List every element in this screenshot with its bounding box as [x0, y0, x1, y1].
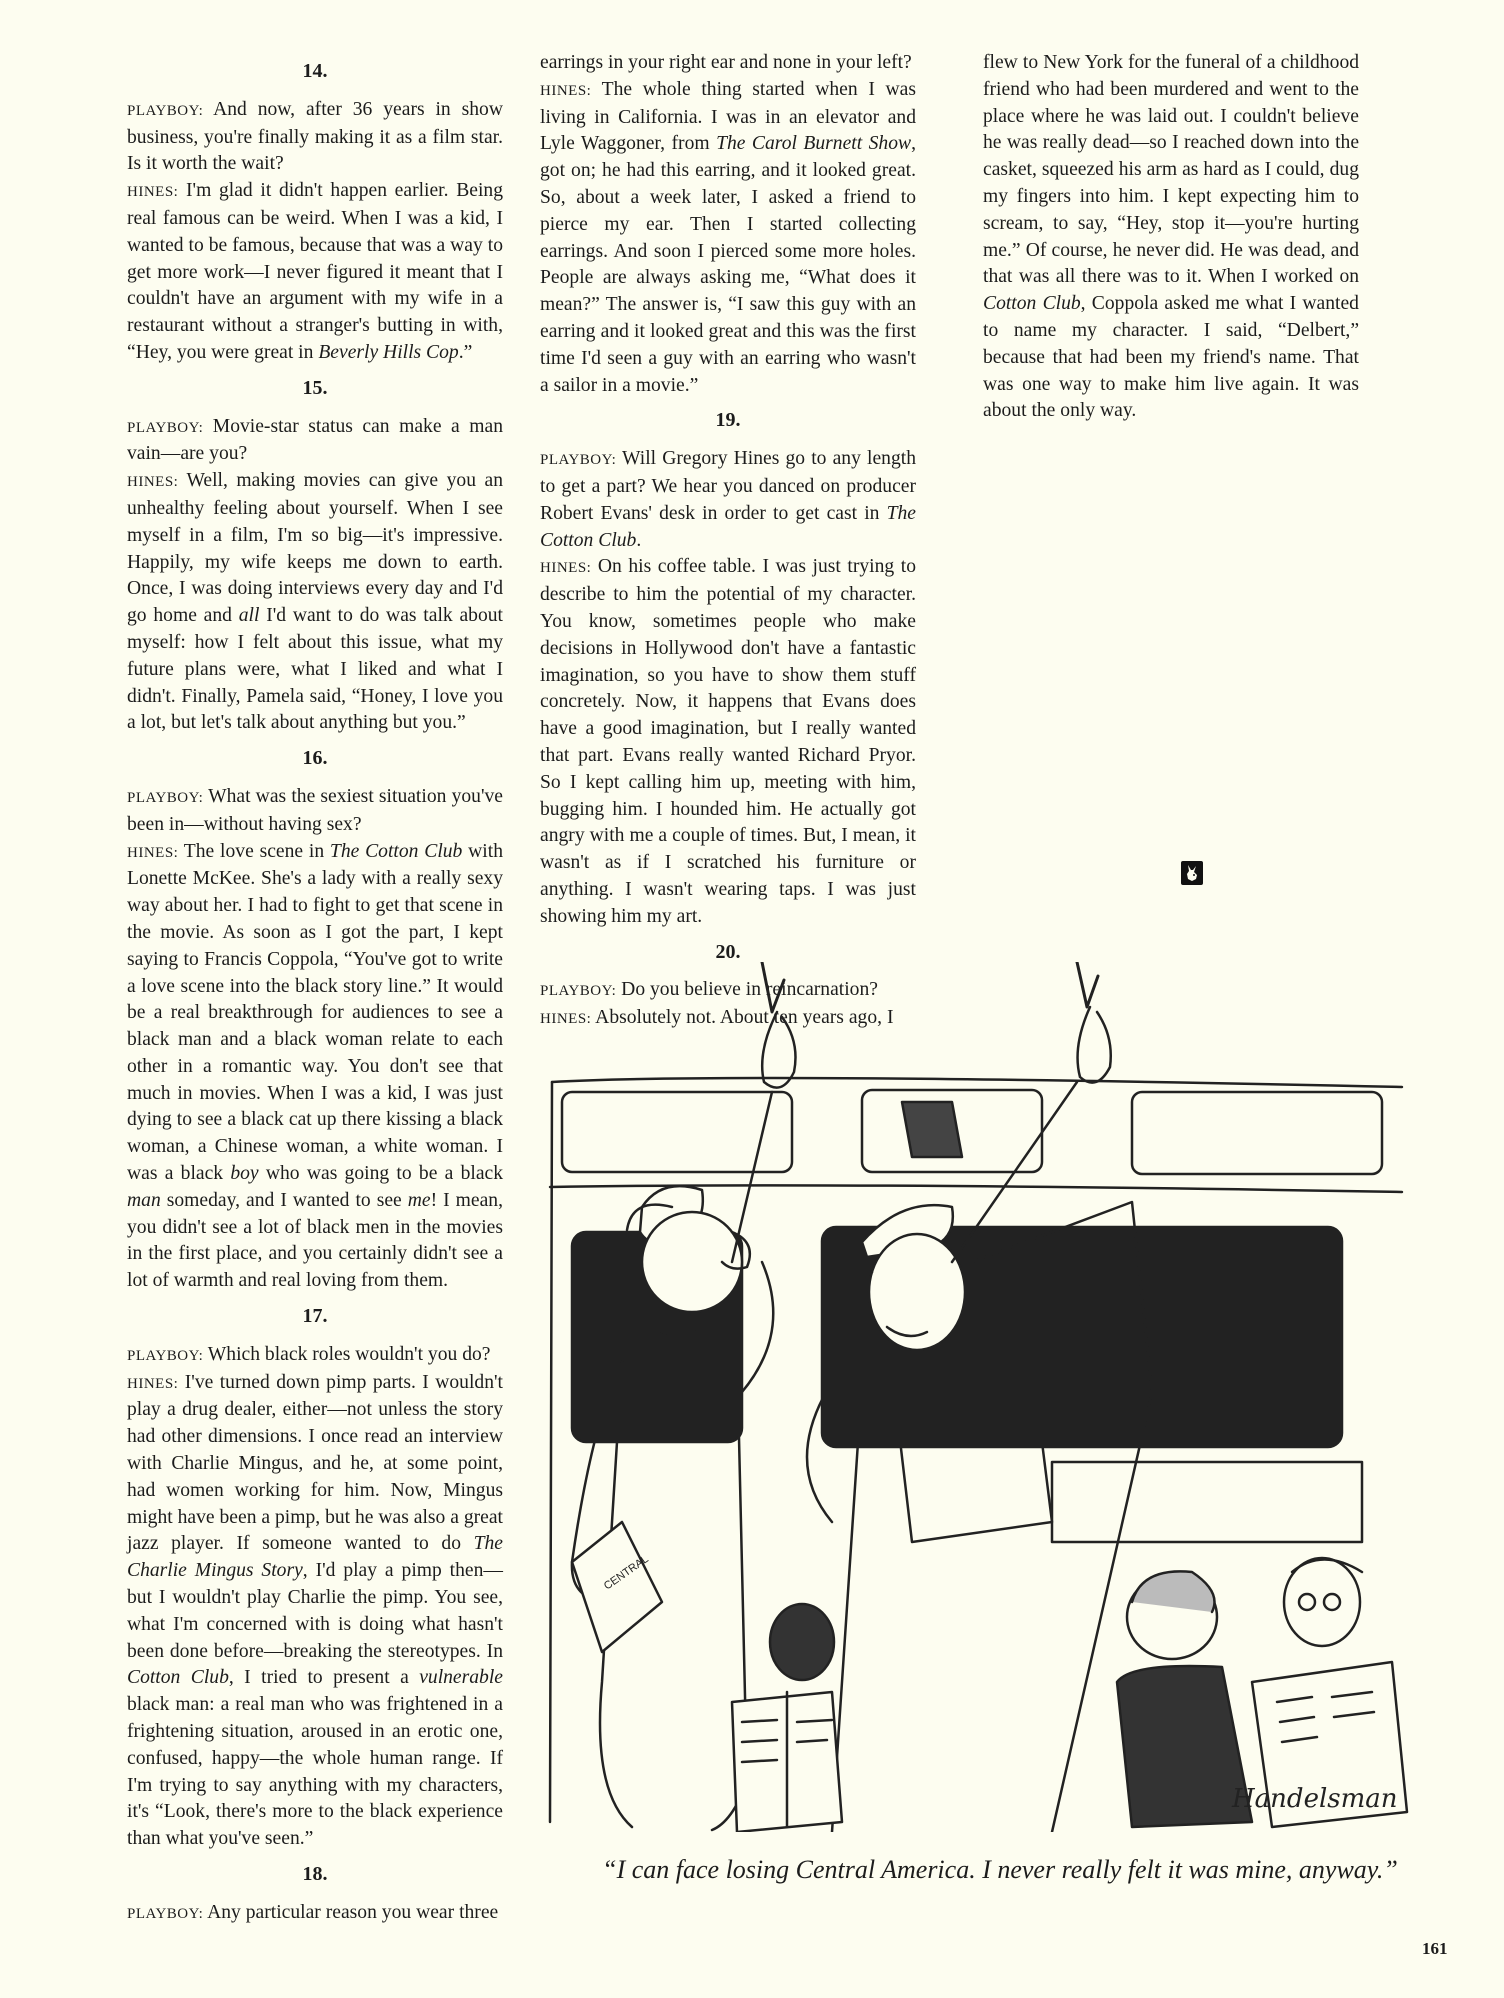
body-text: and — [1330, 239, 1360, 261]
body-text: I'm glad it didn't happen earlier. Being real famous can be weird. When I was a kid, I wanted to be famous, because that was a way to get more work—I never figured it meant that I couldn't have an argument with my wife in a restaurant without a stranger's butting in with, “Hey, you were great in — [127, 180, 503, 363]
question-paragraph — [127, 414, 503, 469]
body-text — [1205, 213, 1215, 234]
body-text: . — [636, 529, 642, 551]
body-text: been — [1110, 78, 1148, 100]
body-text: as — [1243, 159, 1260, 181]
body-text: , — [1080, 293, 1086, 315]
body-text — [1141, 106, 1148, 127]
body-text — [1092, 374, 1101, 395]
body-text: all — [1055, 266, 1076, 288]
question-paragraph — [540, 446, 916, 554]
speaker-label: PLAYBOY: — [127, 419, 204, 436]
body-text: I — [1172, 132, 1179, 154]
body-text: on — [1339, 266, 1360, 288]
speaker-label: HINES: — [127, 844, 179, 861]
speaker-label: PLAYBOY: — [540, 983, 617, 1000]
body-text — [1154, 186, 1163, 207]
body-text: one — [1022, 373, 1051, 395]
speaker-label: HINES: — [540, 1011, 592, 1028]
body-text: could, — [1276, 159, 1325, 181]
body-text: Movie-star status can make a man vain—are you? — [127, 415, 503, 465]
body-text: out. — [1183, 105, 1214, 127]
body-text: not. — [686, 1007, 717, 1029]
body-text: was — [1248, 239, 1279, 261]
body-text: friend's — [1202, 346, 1261, 368]
body-text: place — [983, 105, 1025, 127]
body-text: to — [1022, 52, 1039, 73]
body-text: and — [739, 52, 769, 73]
body-text: who was going to be a black — [258, 1163, 504, 1185]
body-text: the — [1031, 400, 1056, 422]
italic-text: The Cotton Club — [329, 840, 463, 862]
body-text: friend — [983, 78, 1030, 100]
body-text: again. — [1252, 373, 1300, 395]
body-text: him — [1304, 185, 1336, 207]
body-text: a — [1266, 52, 1276, 73]
speaker-label: HINES: — [127, 184, 179, 201]
body-text: the — [1335, 78, 1359, 100]
body-text: right — [669, 52, 707, 73]
body-text — [1293, 213, 1303, 234]
body-text: I — [1261, 266, 1268, 288]
body-text: about — [983, 400, 1027, 422]
body-text: name — [1013, 319, 1057, 341]
body-text: dead—so — [1092, 132, 1167, 154]
body-text — [1335, 186, 1344, 207]
body-text: New — [1043, 52, 1081, 73]
body-text: Any — [207, 1901, 241, 1923]
answer-paragraph — [127, 1370, 503, 1853]
body-text — [1115, 374, 1124, 395]
body-text: funeral — [1184, 52, 1241, 73]
body-text: his — [1118, 159, 1142, 181]
body-text: was — [1110, 105, 1142, 127]
body-text: live — [1214, 373, 1244, 395]
body-text: he — [1112, 239, 1132, 261]
question-number: 19. — [715, 409, 741, 432]
answer-paragraph — [127, 468, 503, 737]
body-text: because — [983, 346, 1046, 368]
question-number: 15. — [302, 376, 328, 399]
body-text: only — [1060, 400, 1096, 422]
body-text: The whole thing started when I was living in California. I was in an elevator and Lyle Waggoner, from — [540, 78, 916, 155]
body-text — [1050, 374, 1059, 395]
body-text: my — [1071, 319, 1097, 341]
body-text: couldn't — [1233, 105, 1296, 127]
body-text: reason — [325, 1901, 377, 1923]
body-text: Do you believe in reincarnation? — [616, 979, 878, 1001]
body-text: stop — [1171, 212, 1205, 234]
body-text — [1162, 213, 1172, 234]
body-text — [1068, 213, 1078, 234]
speaker-label: HINES: — [540, 560, 592, 577]
body-text — [1177, 106, 1184, 127]
body-text: way. — [1100, 400, 1137, 422]
body-text: “Hey, — [1117, 212, 1163, 234]
body-text: casket, — [983, 159, 1037, 181]
body-text: , got on; he had this earring, and it looked great. So, about a week later, I asked a friend to pierce my ear. Then I started collecting earrings. And soon I pierced some more holes. People are always asking me, “What does it mean?” The answer is, “I saw this guy with an earring and it looked great and this was the first time I'd seen a guy with an earring who wasn't a sailor in a movie.” — [540, 133, 916, 396]
cartoonist-signature: Handelsman — [1232, 1784, 1398, 1814]
body-text: said, — [1225, 319, 1263, 341]
body-text — [1008, 186, 1017, 207]
body-text — [998, 320, 1014, 341]
body-text: into — [1079, 185, 1111, 207]
body-text: he — [1085, 105, 1104, 127]
body-text: I — [1220, 105, 1227, 127]
body-text: “Delbert,” — [1277, 319, 1360, 341]
body-text: was — [1018, 266, 1050, 288]
question-paragraph — [540, 50, 916, 77]
body-text: hard — [1203, 159, 1239, 181]
body-text: was — [1328, 373, 1359, 395]
body-text: me.” — [983, 239, 1021, 261]
body-text — [1108, 213, 1118, 234]
speaker-label: PLAYBOY: — [127, 789, 204, 806]
body-text: I've turned down pimp parts. I wouldn't play a drug dealer, either—not unless the story had other dimensions. I once read an interview with Charlie Mingus, and he, at some point, had women working for him. Now, Mingus might have been a pimp, but he was also a great jazz player. If someone wanted to do — [127, 1371, 503, 1555]
body-text: your — [628, 52, 665, 73]
body-text: as — [1182, 159, 1199, 181]
answer-paragraph — [127, 839, 503, 1296]
body-text: ear — [710, 52, 735, 73]
body-text: with Lonette McKee. She's a lady with a really sexy way about her. I had to fight to get that scene in the movie. As soon as I got the part, I kept saying to Francis Coppola, “You've got to write a love scene into the black story line.” It would be a real breakthrough for audiences to see a black man and a black woman relate to each other in a romantic way. You don't see that much in movies. When I was a kid, I was just dying to see a black cat up there kissing a black woman, a Chinese woman, a white woman. I was a black — [127, 840, 503, 1185]
speaker-label: HINES: — [127, 1375, 179, 1392]
body-text: That — [1323, 346, 1359, 368]
body-text: Absolutely — [595, 1007, 682, 1029]
body-text: me — [1215, 293, 1240, 315]
speaker-label: PLAYBOY: — [127, 1905, 204, 1922]
italic-text: Club — [1042, 293, 1081, 315]
body-text: dug — [1329, 159, 1359, 181]
body-text: that — [983, 266, 1013, 288]
body-text: way — [1058, 373, 1092, 395]
body-text: went — [1269, 78, 1308, 100]
body-text — [1071, 186, 1080, 207]
body-text: About — [719, 1007, 769, 1029]
body-text: Coppola — [1091, 293, 1159, 315]
question-paragraph — [127, 1900, 503, 1928]
body-text: black man: a real man who was frightened in a frightening situation, aroused in an erotic one, confused, happy—the whole human range. If I'm trying to say anything with my characters, it's “Look, there's more to the black experience than what you've seen.” — [127, 1694, 503, 1850]
body-text: down — [1250, 132, 1294, 154]
body-text: The love scene in — [178, 840, 330, 862]
body-text — [1118, 347, 1126, 368]
speaker-label: PLAYBOY: — [127, 1347, 204, 1364]
body-text: in — [608, 52, 624, 73]
answer-paragraph — [983, 50, 1359, 425]
text-column-2 — [540, 50, 916, 1033]
body-text: left? — [876, 52, 912, 73]
question-number: 16. — [302, 747, 328, 770]
body-text: asked — [1164, 293, 1210, 315]
body-text: course, — [1051, 239, 1108, 261]
body-text — [1262, 320, 1278, 341]
italic-text: Cotton Club — [127, 1667, 229, 1689]
body-text: ago, — [848, 1007, 883, 1029]
body-text: the — [1335, 132, 1360, 154]
italic-text: boy — [230, 1163, 259, 1185]
question-number: 14. — [302, 60, 328, 82]
body-text: to — [1313, 78, 1329, 100]
body-text: murdered — [1153, 78, 1229, 100]
body-text: worked — [1274, 266, 1333, 288]
italic-text: man — [127, 1189, 161, 1211]
body-text: three — [459, 1901, 499, 1923]
body-text: character. — [1112, 319, 1189, 341]
italic-text: The Carol Burnett Show — [716, 133, 912, 155]
body-text — [1169, 186, 1178, 207]
body-text: Will Gregory Hines go to any length to get a part? We hear you danced on producer Robert Evans' desk in order to get cast in — [540, 448, 916, 524]
rabbit-head-icon — [1181, 861, 1203, 885]
body-text: what — [1245, 293, 1284, 315]
body-text: I'd want to do was talk about myself: how I felt about this issue, what my future plans were, what I liked and what I didn't. Finally, Pamela said, “Honey, I love you a lot, but let's talk about anything but you.” — [127, 605, 503, 734]
body-text: childhood — [1280, 52, 1360, 73]
body-text — [1188, 320, 1204, 341]
text-column-1 — [127, 50, 503, 1928]
body-text: there — [1081, 266, 1121, 288]
body-text — [1195, 347, 1203, 368]
body-text: , I tried to present a — [228, 1667, 420, 1689]
body-text: I — [1203, 319, 1211, 341]
text-column-3 — [983, 50, 1359, 425]
body-text: to — [1164, 266, 1180, 288]
body-text: and — [1234, 78, 1264, 100]
body-text: my — [1170, 346, 1196, 368]
body-text — [1110, 186, 1119, 207]
body-text: When — [1207, 266, 1255, 288]
italic-text: all — [238, 605, 260, 627]
body-text: laid — [1147, 105, 1178, 127]
body-text: dead, — [1283, 239, 1326, 261]
body-text: my — [983, 185, 1009, 207]
body-text: years — [802, 1007, 844, 1029]
body-text — [1210, 320, 1226, 341]
body-text: for — [1127, 52, 1151, 73]
body-text: your — [836, 52, 873, 73]
body-text — [1211, 186, 1220, 207]
body-text: expecting — [1219, 185, 1297, 207]
body-text: earrings — [540, 52, 604, 73]
body-text: particular — [245, 1901, 321, 1923]
body-text — [1045, 347, 1053, 368]
body-text: was — [1127, 266, 1158, 288]
body-text: the — [1155, 52, 1180, 73]
body-text: to — [1343, 185, 1360, 207]
body-text: who — [1035, 78, 1070, 100]
body-text: believe — [1302, 105, 1359, 127]
body-text: scream, — [983, 212, 1044, 234]
body-text: name. — [1268, 346, 1316, 368]
body-text: to — [1100, 373, 1116, 395]
body-text: it. — [1186, 266, 1202, 288]
body-text: I — [1289, 293, 1297, 315]
body-text: What was the sexiest situation you've been in—without having sex? — [127, 785, 503, 835]
answer-paragraph — [540, 554, 916, 930]
italic-text: The Charlie Mingus Story — [127, 1533, 503, 1582]
body-text — [1104, 106, 1111, 127]
body-text: York — [1084, 52, 1123, 73]
body-text: to — [1053, 212, 1069, 234]
body-text: make — [1124, 373, 1167, 395]
body-text: On his coffee table. I was just trying to describe to him the potential of my character. You know, sometimes people who make decisions in Hollywood don't have a fantastic imagination, so you have to show them stuff concretely. Now, it happens that Evans does have a good imagination, but I really wanted that part. Evans really wanted Richard Pryor. So I kept calling him up, meeting with him, bugging him. I hounded him. He actually got angry with me a couple of times. But, I mean, it wasn't as if I scratched his furniture or anything. I wasn't wearing taps. I was just showing him my art. — [540, 556, 916, 927]
body-text: squeezed — [1041, 159, 1114, 181]
body-text: never — [1136, 239, 1180, 261]
question-number: 17. — [302, 1305, 328, 1328]
question-paragraph — [127, 97, 503, 178]
page-number: 161 — [1422, 1939, 1448, 1958]
body-text — [1043, 213, 1053, 234]
body-text: wear — [416, 1901, 455, 1923]
body-text: was — [983, 373, 1014, 395]
body-text: that — [1052, 346, 1083, 368]
body-text: It — [1307, 373, 1320, 395]
body-text: fingers — [1016, 185, 1072, 207]
body-text: reached — [1184, 132, 1245, 154]
body-text — [1299, 374, 1308, 395]
body-text: Of — [1025, 239, 1047, 261]
italic-text: vulnerable — [419, 1667, 503, 1689]
body-text: wanted — [1302, 293, 1359, 315]
body-text: him — [1175, 373, 1206, 395]
body-text: where — [1030, 105, 1079, 127]
body-text — [1056, 320, 1072, 341]
body-text: ten — [773, 1007, 798, 1029]
body-text: you — [381, 1901, 412, 1923]
body-text: He — [1220, 239, 1243, 261]
body-text — [1013, 374, 1022, 395]
italic-text: Beverly Hills Cop — [318, 341, 459, 363]
body-text — [1097, 320, 1113, 341]
body-text: did. — [1185, 239, 1215, 261]
answer-paragraph — [540, 77, 916, 400]
subway-cartoon-illustration — [532, 962, 1412, 1832]
body-text: really — [1042, 132, 1088, 154]
question-paragraph — [127, 784, 503, 839]
body-text: flew — [983, 52, 1018, 73]
body-text: I — [886, 1007, 894, 1029]
body-text: had — [1075, 78, 1105, 100]
body-text — [1206, 374, 1215, 395]
speaker-label: PLAYBOY: — [127, 102, 204, 119]
body-text: kept — [1177, 185, 1212, 207]
cartoon-newspaper-text: CENTRAL — [601, 1553, 651, 1593]
body-text: someday, and I wanted to see — [160, 1189, 408, 1211]
question-number: 20. — [715, 940, 741, 963]
body-text: ! I mean, you didn't see a lot of black men in the movies in the first place, and you certainly didn't see a lot of warmth and real loving from them. — [127, 1189, 503, 1292]
body-text: hurting — [1302, 212, 1360, 234]
body-text: And now, after 36 years in show business, you're finally making it as a film star. Is it worth the wait? — [127, 98, 503, 175]
body-text: of — [1245, 52, 1262, 73]
body-text: was — [1006, 132, 1038, 154]
body-text: to — [983, 319, 999, 341]
body-text: had — [1089, 346, 1118, 368]
speaker-label: HINES: — [540, 82, 592, 99]
italic-text: Cotton — [983, 293, 1037, 315]
body-text: he — [983, 132, 1002, 154]
cartoon-caption: “I can face losing Central America. I never really felt it was mine, anyway.” — [602, 1855, 1398, 1884]
body-text — [1316, 347, 1323, 368]
italic-text: The Cotton Club — [540, 502, 916, 551]
body-text: .” — [458, 341, 473, 363]
body-text — [1243, 374, 1252, 395]
italic-text: me — [407, 1189, 431, 1211]
speaker-label: PLAYBOY: — [540, 452, 617, 469]
body-text: Well, making movies can give you an unhealthy feeling about yourself. When I see myself in a film, I'm so big—it's impressive. Happily, my wife keeps me down to earth. Once, I was doing interviews every day and I'd go home and — [127, 470, 503, 627]
body-text — [1296, 186, 1305, 207]
body-text: Which black roles wouldn't you do? — [203, 1343, 491, 1365]
question-number: 18. — [302, 1863, 328, 1885]
body-text: him. — [1118, 185, 1155, 207]
body-text: arm — [1146, 159, 1178, 181]
body-text — [1082, 347, 1090, 368]
body-text — [1320, 374, 1329, 395]
speaker-label: HINES: — [127, 474, 179, 491]
body-text — [1024, 106, 1031, 127]
body-text: I — [1264, 159, 1272, 181]
body-text: I — [1162, 185, 1170, 207]
body-text — [1166, 374, 1175, 395]
body-text: into — [1299, 132, 1330, 154]
body-text: been — [1125, 346, 1163, 368]
body-text: none — [772, 52, 812, 73]
answer-paragraph — [127, 178, 503, 367]
body-text: it—you're — [1214, 212, 1293, 234]
body-text: say, — [1077, 212, 1108, 234]
question-paragraph — [127, 1342, 503, 1370]
body-text: in — [815, 52, 832, 73]
body-text: , I'd play a pimp then—but I wouldn't play Charlie the pimp. You see, what I'm concerned with is doing what hasn't been done before—breaking the stereotypes. In — [127, 1560, 504, 1662]
